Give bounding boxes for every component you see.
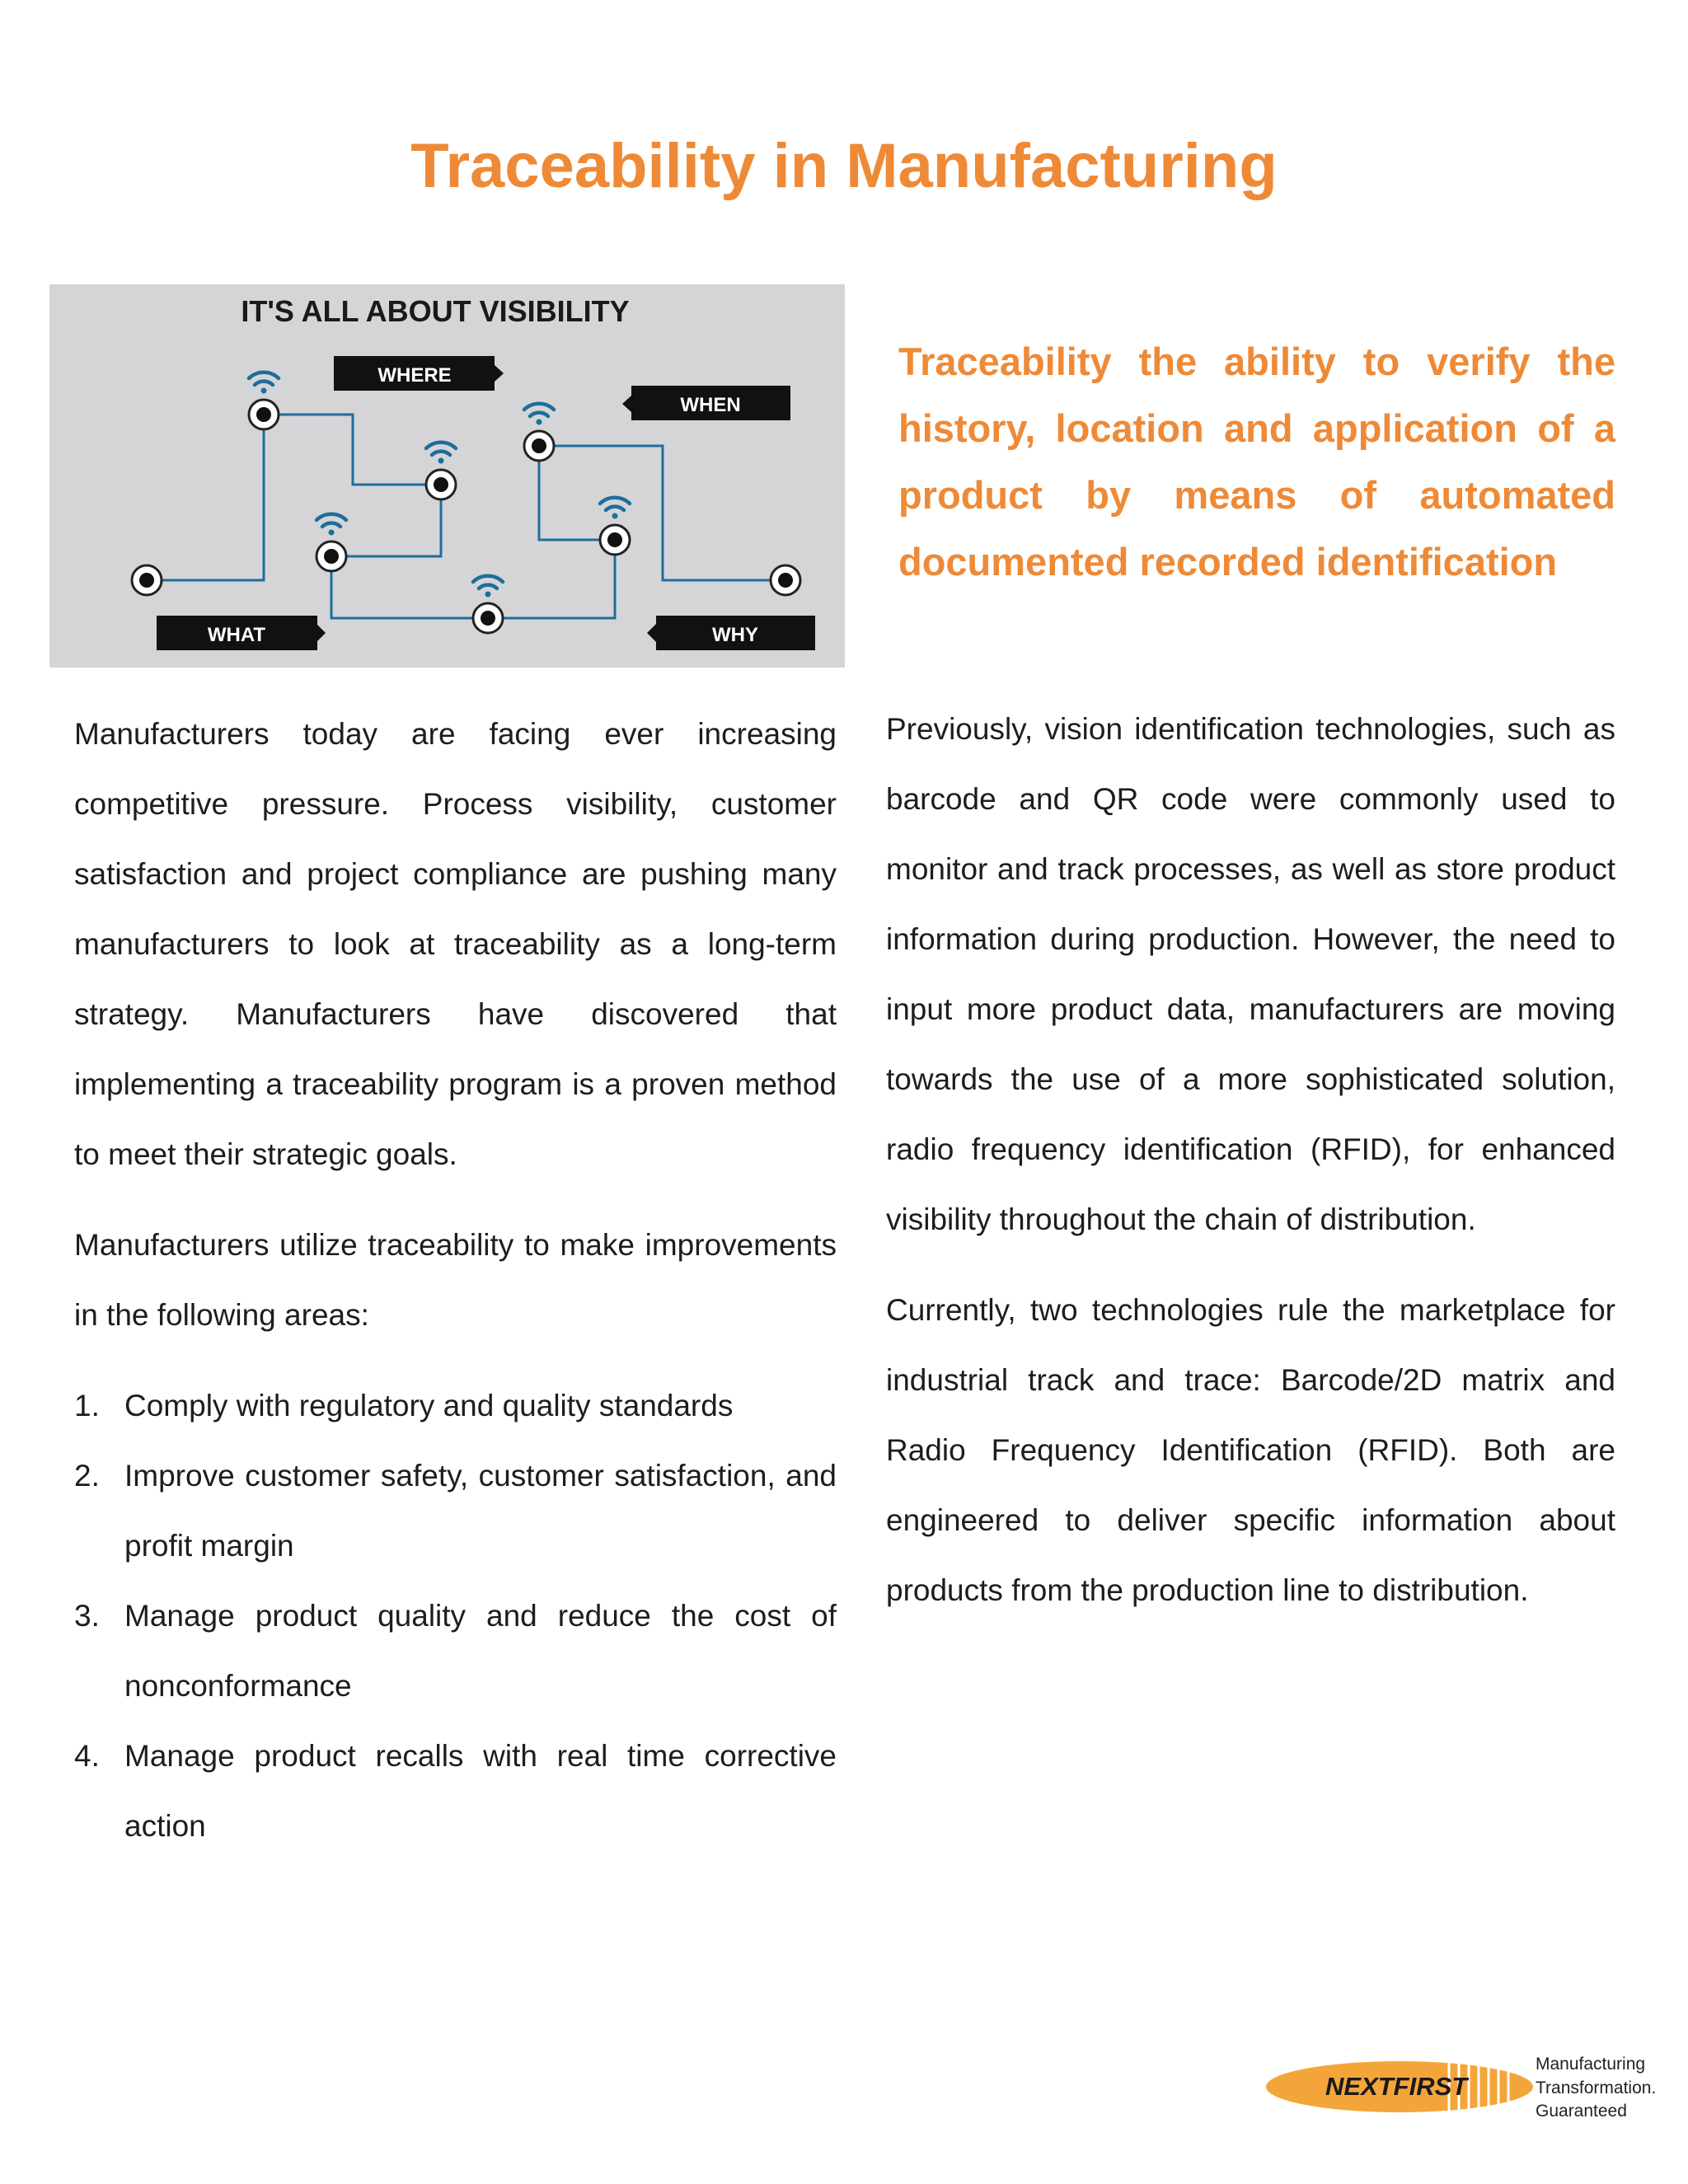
connection-lines <box>147 415 785 618</box>
logo-slogan-line3: Guaranteed <box>1536 2102 1627 2118</box>
label-why <box>647 616 815 650</box>
logo-brand: NEXTFIRST <box>1325 2072 1468 2101</box>
figure-heading: IT'S ALL ABOUT VISIBILITY <box>241 294 630 328</box>
visibility-diagram <box>49 284 845 668</box>
logo-slogan-line1: Manufacturing <box>1536 2055 1646 2074</box>
label-what <box>157 616 326 650</box>
intro-paragraph: Manufacturers today are facing ever increasing competitive pressure. Process visibility, customer satisfaction and project compliance are pushing many manufacturers to look at traceability as a long-term strategy. Manufacturers have discovered that implementing a traceability program is a proven method to meet their strategic goals. <box>74 717 837 1171</box>
list-item: 1. Comply with regulatory and quality standards <box>74 1389 734 1422</box>
svg-text:WHERE: WHERE <box>377 364 452 387</box>
node-icon <box>249 373 279 429</box>
previously-paragraph: Previously, vision identification technologies, such as barcode and QR code were commonly used to monitor and track processes, as well as store product information during production. However, the need to input more product data, manufacturers are moving towards the use of a more sophisticated solution, radio frequency identification (RFID), for enhanced visibility throughout the chain of distribution. <box>886 712 1615 1236</box>
improvement-areas-list <box>74 1371 837 1861</box>
node-icon <box>132 565 162 595</box>
visibility-figure <box>49 284 845 668</box>
list-item: 4. Manage product recalls with real time corrective action <box>74 1739 837 1843</box>
node-icon <box>771 565 800 595</box>
svg-text:WHAT: WHAT <box>207 624 266 646</box>
node-icon <box>426 443 456 499</box>
node-icon <box>524 404 554 461</box>
areas-intro-paragraph: Manufacturers utilize traceability to make improvements in the following areas: <box>74 1228 837 1332</box>
list-item: 2. Improve customer safety, customer satisfaction, and profit margin <box>74 1459 837 1563</box>
list-item: 3. Manage product quality and reduce the cost of nonconformance <box>74 1599 837 1703</box>
label-when <box>622 386 790 420</box>
node-icon <box>316 514 346 571</box>
svg-text:WHY: WHY <box>712 624 758 646</box>
page-title: Traceability in Manufacturing <box>410 131 1278 201</box>
left-column <box>74 699 837 1861</box>
logo-mark <box>1261 2050 1673 2118</box>
definition-tagline: Traceability the ability to verify the history, location and application of a product by means of automated documented recorded identification <box>898 340 1615 583</box>
right-column <box>886 694 1615 1625</box>
svg-text:WHEN: WHEN <box>680 394 741 416</box>
node-icon <box>473 576 503 633</box>
logo-slogan-line2: Transformation. <box>1536 2079 1657 2097</box>
node-icon <box>600 498 630 555</box>
label-where <box>334 356 504 391</box>
currently-paragraph: Currently, two technologies rule the marketplace for industrial track and trace: Barcode/2D matrix and Radio Frequency Identification (RFID). Both are engineered to deliver specific information about products from the production line to distribution. <box>886 1293 1615 1607</box>
nextfirst-logo <box>1261 2050 1673 2118</box>
